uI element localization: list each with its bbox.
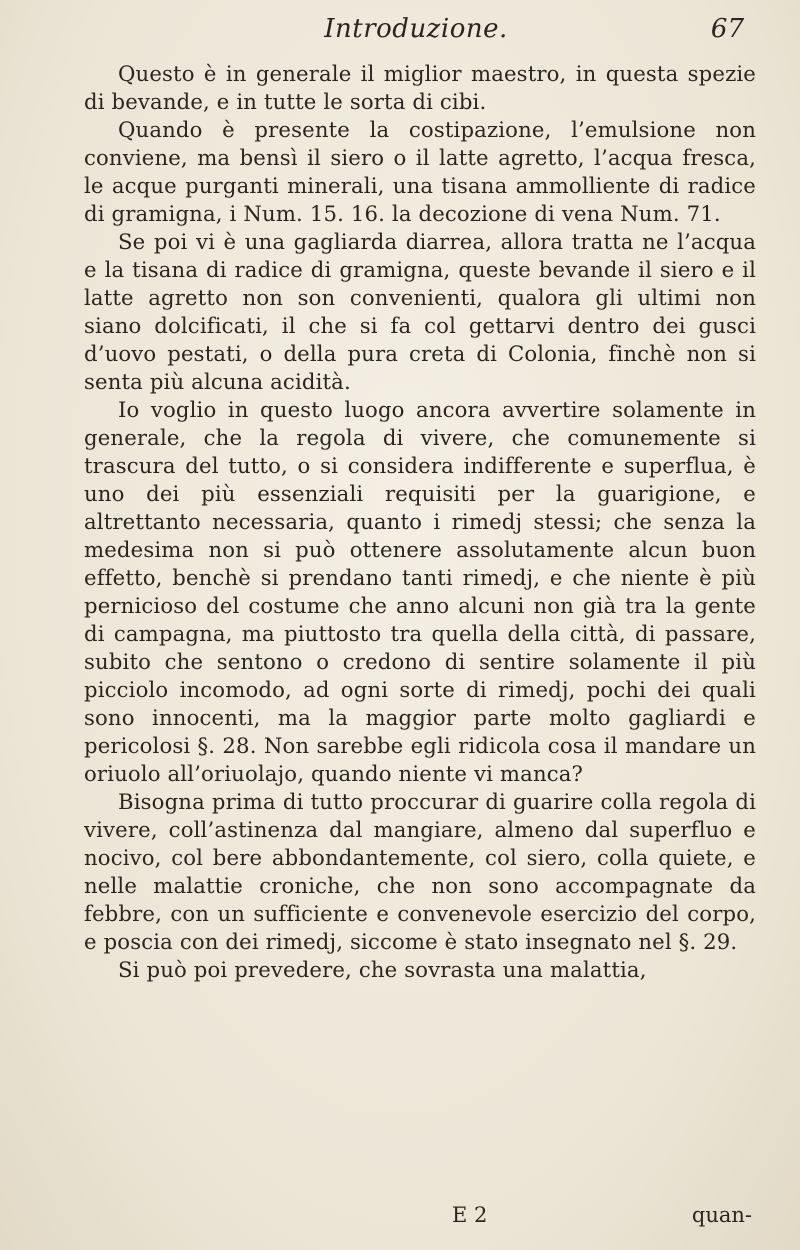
running-header [88, 14, 744, 54]
paragraph: Questo è in generale il miglior maestro, in questa spezie di bevande, e in tutte le sorta di cibi. [84, 61, 756, 114]
paragraph: Bisogna prima di tutto proccurar di guarire colla regola di vivere, coll’astinenza dal mangiare, almeno dal superfluo e nocivo, col bere abbondantemente, col siero, colla quiete, e nelle malattie croniche, che non sono accompagnate da febbre, con un sufficiente e convenevole esercizio del corpo, e poscia con dei rimedj, siccome è stato insegnato nel §. 29. [84, 789, 756, 954]
paragraph: Quando è presente la costipazione, l’emulsione non conviene, ma bensì il siero o il latte agretto, l’acqua fresca, le acque purganti minerali, una tisana ammolliente di radice di gramigna, i Num. 15. 16. la decozione di vena Num. 71. [84, 117, 756, 226]
paragraph: Se poi vi è una gagliarda diarrea, allora tratta ne l’acqua e la tisana di radice di gramigna, queste bevande il siero e il latte agretto non son convenienti, qualora gli ultimi non siano dolcificati, il che si fa col gettarvi dentro dei gusci d’uovo pestati, o della pura creta di Colonia, finchè non si senta più alcuna acidità. [84, 229, 756, 394]
paragraph: Si può poi prevedere, che sovrasta una malattia, [118, 957, 647, 982]
page-number: 67 [710, 14, 744, 44]
catchword: quan- [691, 1203, 752, 1227]
signature-mark: E 2 [452, 1203, 488, 1227]
paragraph: Io voglio in questo luogo ancora avvertire solamente in generale, che la regola di vivere, che comunemente si trascura del tutto, o si considera indifferente e superflua, è uno dei più essenziali requisiti per la guarigione, e altrettanto necessaria, quanto i rimedj stessi; che senza la medesima non si può ottenere assolutamente alcun buon effetto, benchè si prendano tanti rimedj, e che niente è più pernicioso del costume che anno alcuni non già tra la gente di campagna, ma piuttosto tra quella della città, di passare, subito che sentono o credono di sentire solamente il più picciolo incomodo, ad ogni sorte di rimedj, pochi dei quali sono innocenti, ma la maggior parte molto gagliardi e pericolosi §. 28. Non sarebbe egli ridicola cosa il mandare un oriuolo all’oriuolajo, quando niente vi manca? [84, 397, 756, 786]
text-body [84, 60, 756, 984]
page-footer [84, 1203, 756, 1233]
running-title: Introduzione. [324, 14, 508, 44]
